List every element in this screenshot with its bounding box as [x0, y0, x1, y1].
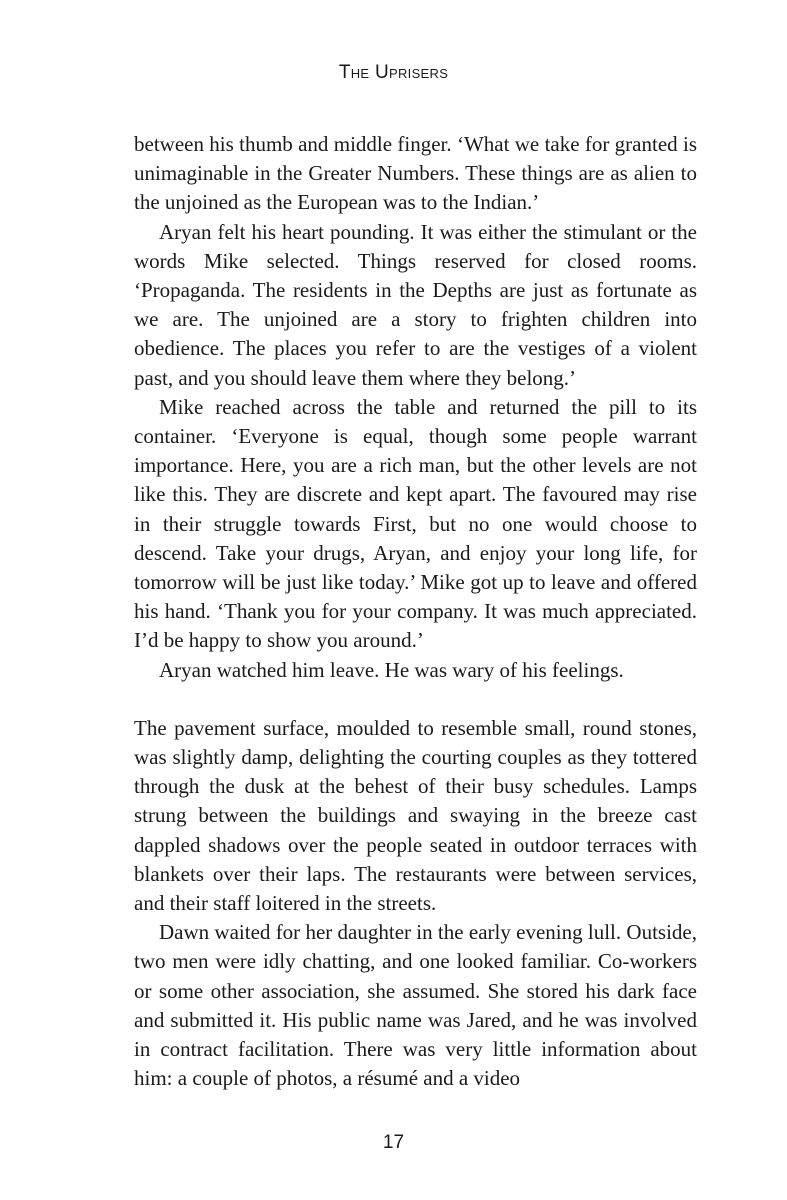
paragraph: Aryan felt his heart pounding. It was either the stimulant or the words Mike selected. Things reserved for closed rooms. ‘Propaganda. The residents in the Depths are just as fortunate as we are. The unjoined are a story to frighten children into obedience. The places you refer to are the vestiges of a violent past, and you should leave them where they belong.’	[134, 219, 697, 390]
running-head-title: The Uprisers	[338, 62, 449, 83]
paragraph-continued: between his thumb and middle finger. ‘What we take for granted is unimaginable in the Greater Numbers. These things are as alien to the unjoined as the European was to the Indian.’	[134, 132, 697, 215]
body-text	[134, 130, 697, 1094]
paragraph-scene-opening: The pavement surface, moulded to resemble small, round stones, was slightly damp, delighting the courting couples as they tottered through the dusk at the behest of their busy schedules. Lamps strung between the buildings and swaying in the breeze cast dappled shadows over the people seated in outdoor terraces with blankets over their laps. The restaurants were between services, and their staff loitered in the streets.	[134, 715, 697, 916]
paragraph: Mike reached across the table and returned the pill to its container. ‘Everyone is equal, though some people warrant importance. Here, you are a rich man, but the other levels are not like this. They are discrete and kept apart. The favoured may rise in their struggle towards First, but no one would choose to descend. Take your drugs, Aryan, and enjoy your long life, for tomorrow will be just like today.’ Mike got up to leave and offered his hand. ‘Thank you for your company. It was much appreciated. I’d be happy to show you around.’	[134, 394, 697, 653]
paragraph: Dawn waited for her daughter in the early evening lull. Outside, two men were idly chatting, and one looked familiar. Co-workers or some other association, she assumed. She stored his dark face and submitted it. His public name was Jared, and he was involved in contract facilitation. There was very little information about him: a couple of photos, a résumé and a video	[134, 920, 697, 1091]
paragraph: Aryan watched him leave. He was wary of his feelings.	[159, 657, 624, 682]
page-number: 17	[382, 1132, 405, 1153]
scene-break	[134, 685, 697, 714]
